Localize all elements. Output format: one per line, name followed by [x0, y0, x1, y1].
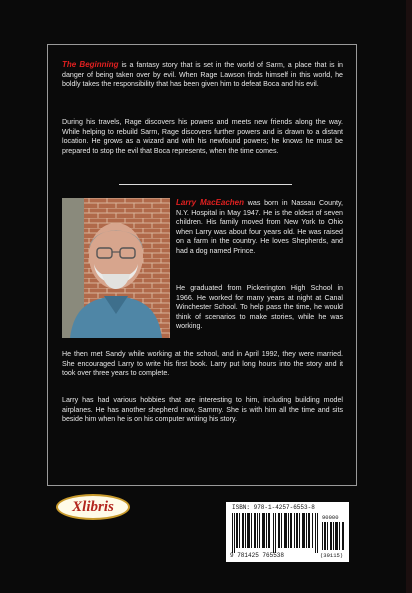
isbn-text: ISBN: 978-1-4257-6553-8 [232, 504, 315, 511]
price-barcode-bars [322, 522, 344, 550]
author-bio-2: He graduated from Pickerington High School in 1966. He worked for many years at night at Canal Winchester School. To help pass the time, he would think of scenarios to make stories, while he was working. [176, 284, 343, 331]
author-photo [62, 198, 170, 338]
intro-paragraph [62, 60, 343, 90]
section-divider [119, 184, 292, 185]
barcode [226, 502, 349, 562]
spine-edge [406, 0, 412, 593]
price-code: 90000 [322, 514, 339, 521]
book-title: The Beginning [62, 60, 119, 69]
intro-text: is a fantasy story that is set in the world of Sarm, a place that is in danger of being taken over by evil. When Rage Lawson finds himself in this world, he boldly takes the responsibility that has been given him to defeat Boca and his evil. [62, 61, 343, 89]
author-bio-3: He then met Sandy while working at the school, and in April 1992, they were married. She encouraged Larry to write his first book. Larry put long hours into the story and it took over three years to complete. [62, 350, 343, 378]
author-bio-1: Larry MacEachen was born in Nassau County, N.Y. Hospital in May 1947. He is the oldest of seven children. His family moved from New York to Ohio when Larry was about four years old. He was raised on a farm in the country. He loves Shepherds, and had a dog named Prince. [176, 198, 343, 255]
synopsis-paragraph: During his travels, Rage discovers his powers and meets new friends along the way. While helping to rebuild Sarm, Rage discovers further powers and is drawn to a distant location. He grows as a wizard and with his newfound powers; he knows he must be prepared to stop the evil that Boca represents, when the time comes. [62, 118, 343, 155]
xlibris-logo-text: Xlibris [72, 498, 114, 515]
author-name: Larry MacEachen [176, 198, 245, 207]
barcode-number: 9 781425 765538 [230, 552, 285, 559]
xlibris-logo [56, 494, 130, 520]
barcode-bars [232, 513, 318, 553]
author-bio-4: Larry has had various hobbies that are interesting to him, including building model airplanes. He has another shepherd now, Sammy. She is with him all the time and sits beside him when he is on his computer writing his story. [62, 396, 343, 424]
barcode-extra: (39115) [320, 552, 344, 559]
